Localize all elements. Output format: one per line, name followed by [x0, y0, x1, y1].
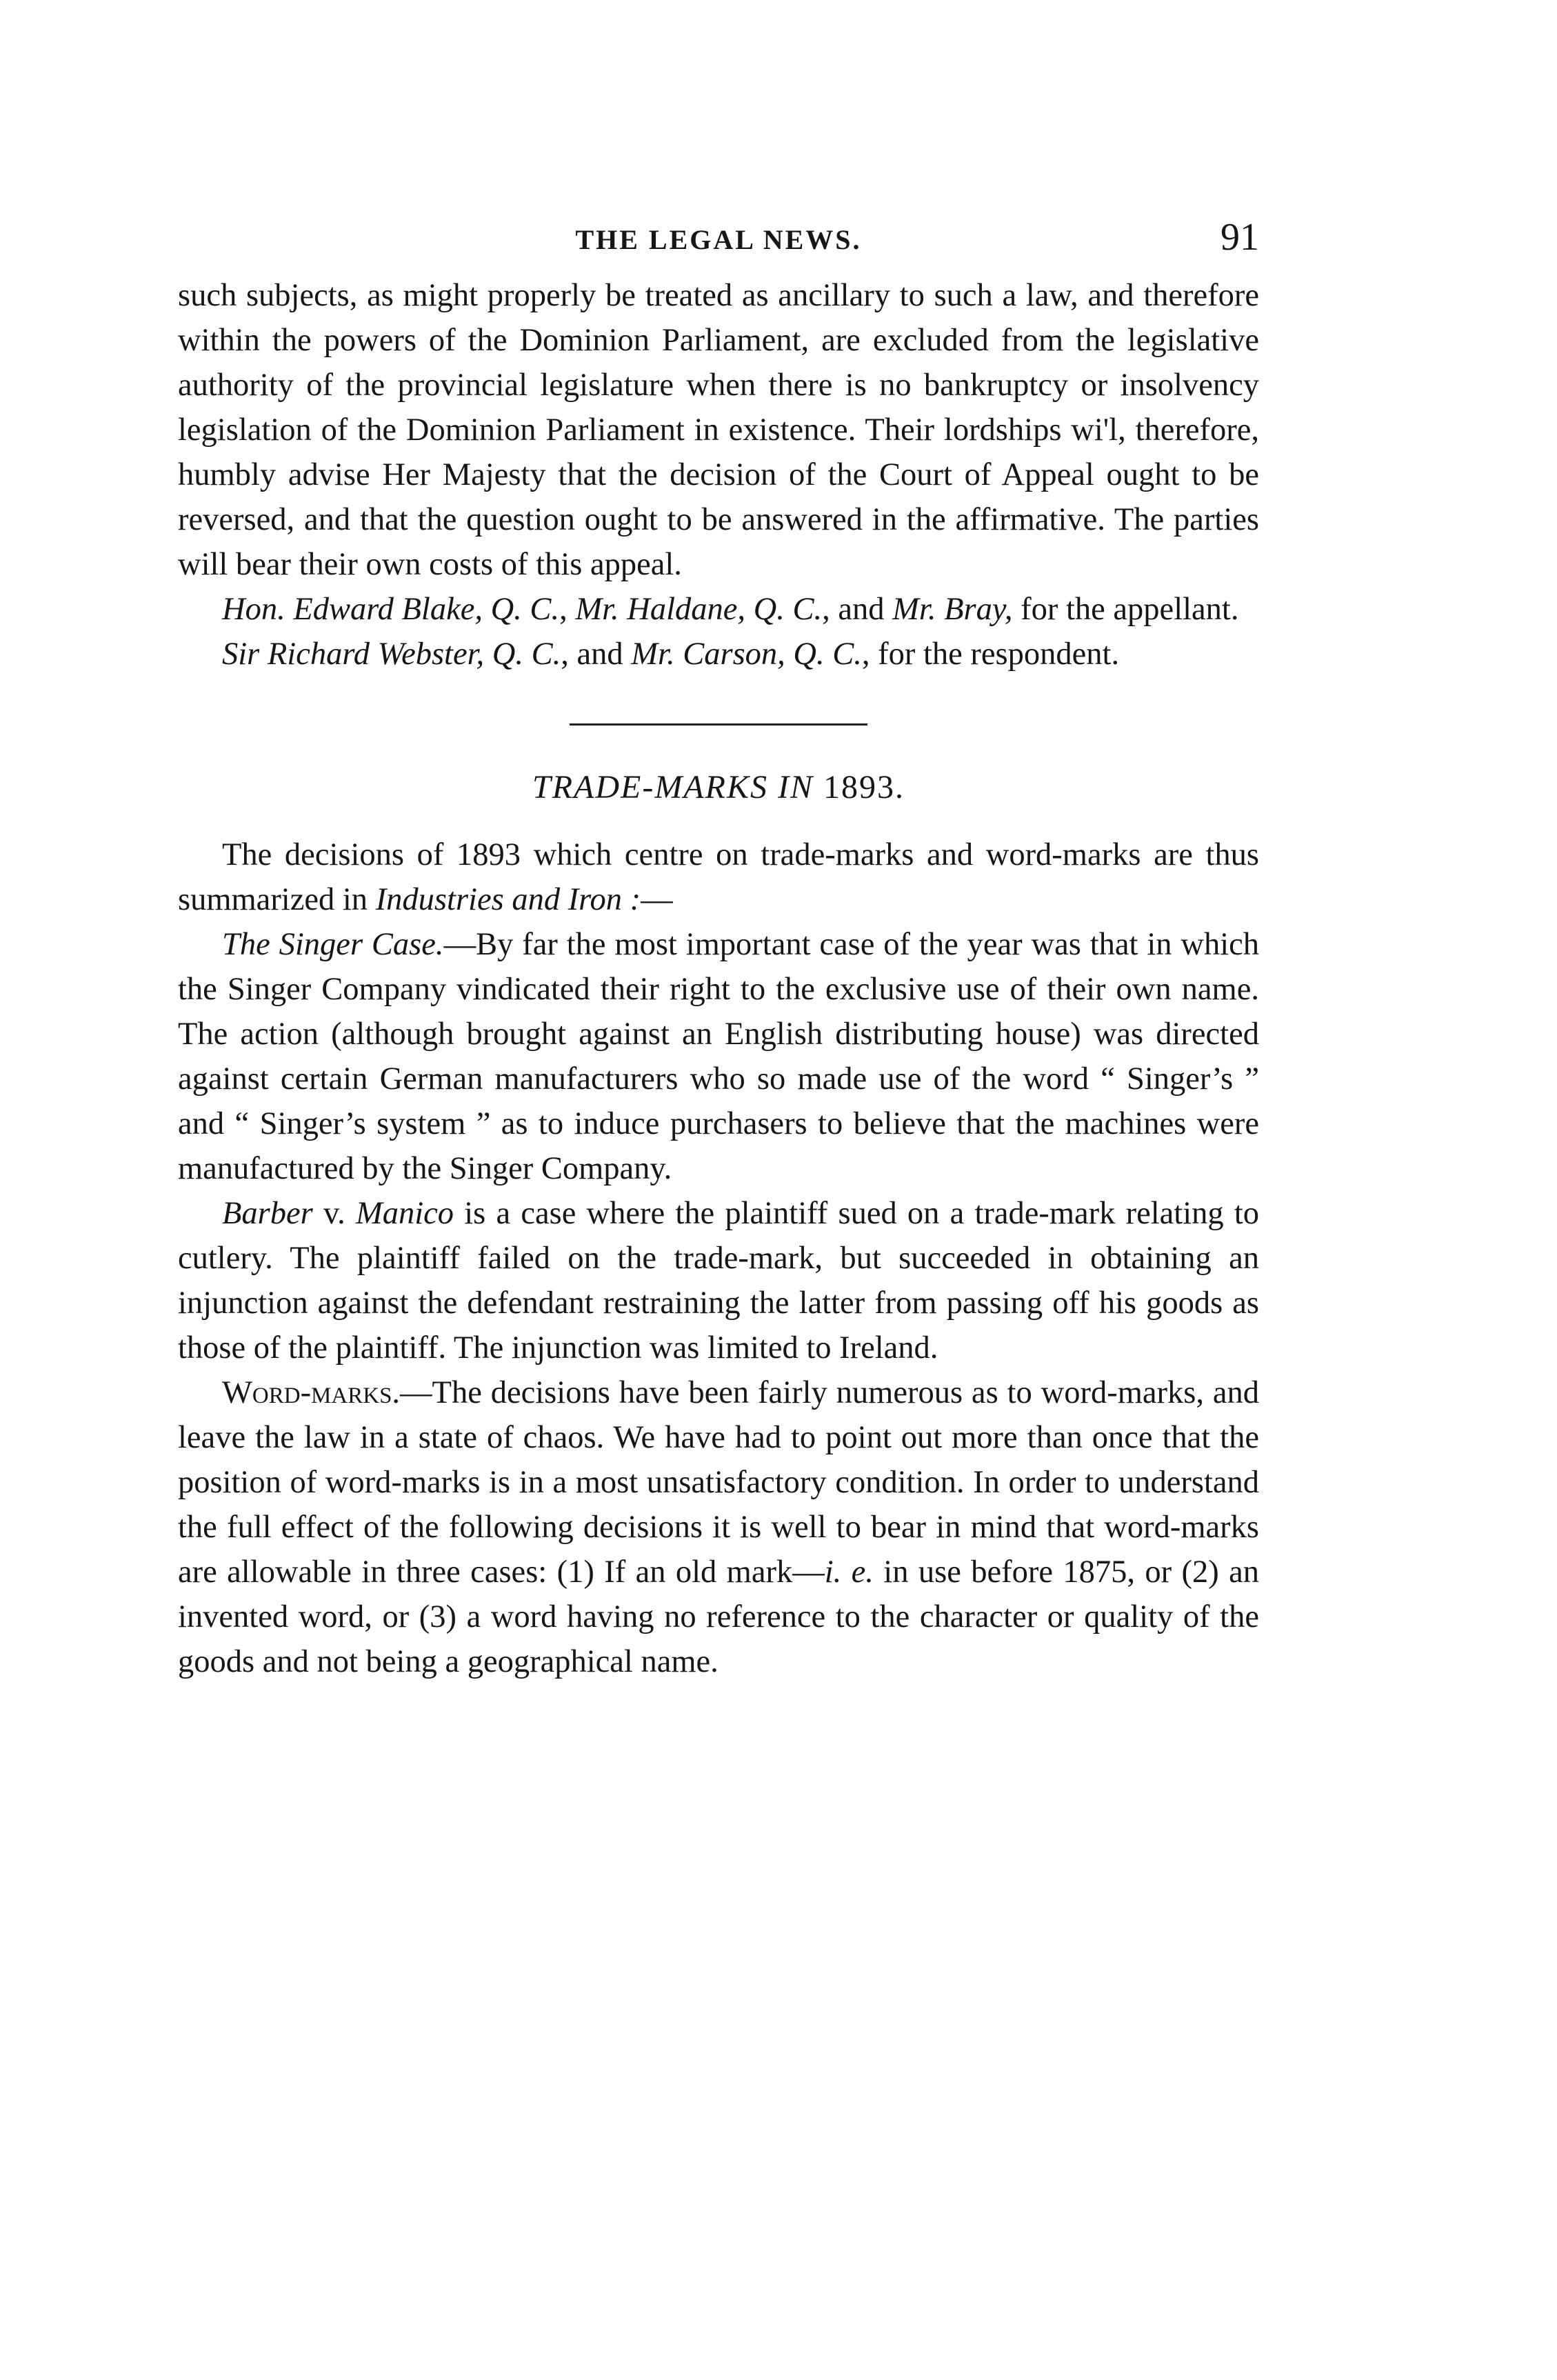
party-name: Manico [356, 1196, 454, 1231]
section-text: in use before 1875, or (2) an invented word, or (3) a word having no reference to the character or quality of the goods and not being a geographical name. [178, 1554, 1260, 1679]
counsel-appellant [178, 587, 1259, 632]
counsel-role: , for the respondent. [861, 637, 1120, 672]
counsel-separator: , and [561, 637, 632, 672]
section-divider [570, 723, 867, 726]
counsel-separator: , [559, 592, 576, 627]
word-marks-paragraph [178, 1370, 1259, 1684]
page [178, 215, 1259, 1684]
continuation-paragraph: such subjects, as might properly be treated as ancillary to such a law, and therefore within the powers of the Dominion Parliament, are excluded from the legislative authority of the provincial legislature when there is no bankruptcy or insolvency legislation of the Dominion Parliament in existence. Their lordships wi'l, therefore, humbly advise Her Majesty that the decision of the Court of Appeal ought to be reversed, and that the question ought to be answered in the affirmative. The parties will bear their own costs of this appeal. [178, 278, 1259, 582]
page-header [178, 215, 1259, 273]
article-title-text: TRADE-MARKS IN [532, 769, 814, 806]
article-title [178, 768, 1259, 806]
article-intro [178, 832, 1259, 922]
intro-dash: — [641, 882, 673, 917]
counsel-name: Mr. Haldane, Q. C. [575, 592, 823, 627]
running-title: THE LEGAL NEWS. [575, 224, 862, 255]
counsel-name: Mr. Carson, Q. C. [631, 637, 862, 672]
counsel-respondent [178, 632, 1259, 677]
versus: v. [312, 1196, 356, 1231]
intro-text: The decisions of 1893 which centre on trade-marks and word-marks are thus summarized in [178, 837, 1259, 917]
section-heading: Word-marks. [222, 1375, 401, 1410]
case-text: is a case where the plaintiff sued on a trade-mark relating to cutlery. The plaintiff failed on the trade-mark, but succeeded in obtaining an injunction against the defendant restraining the latter from passing off his goods as those of the plaintiff. The injunction was limited to Ireland. [178, 1196, 1259, 1366]
counsel-name: Sir Richard Webster, Q. C. [222, 637, 561, 672]
counsel-name: Hon. Edward Blake, Q. C. [222, 592, 560, 627]
source-title: Industries and Iron : [375, 882, 641, 917]
barber-case-paragraph [178, 1191, 1259, 1370]
counsel-role: for the appellant. [1012, 592, 1239, 627]
article-title-year: 1893. [823, 769, 905, 806]
section-text: —The decisions have been fairly numerous as to word-marks, and leave the law in a state of chaos. We have had to point out more than once that the position of word-marks is in a most unsatisfactory condition. In order to understand the full effect of the following decisions it is well to bear in mind that word-marks are allowable in three cases: (1) If an old mark— [178, 1375, 1259, 1590]
page-number: 91 [1221, 216, 1259, 259]
counsel-separator: , and [822, 592, 893, 627]
counsel-name: Mr. Bray, [892, 592, 1013, 627]
abbreviation: i. e. [824, 1554, 874, 1590]
case-heading: The Singer Case. [222, 927, 444, 962]
singer-case-paragraph [178, 922, 1259, 1191]
party-name: Barber [222, 1196, 313, 1231]
case-text: —By far the most important case of the year was that in which the Singer Company vindicated their right to the exclusive use of their own name. The action (although brought against an English distributing house) was directed against certain German manufacturers who so made use of the word “ Singer’s ” and “ Singer’s system ” as to induce purchasers to believe that the machines were manufactured by the Singer Company. [178, 927, 1260, 1186]
